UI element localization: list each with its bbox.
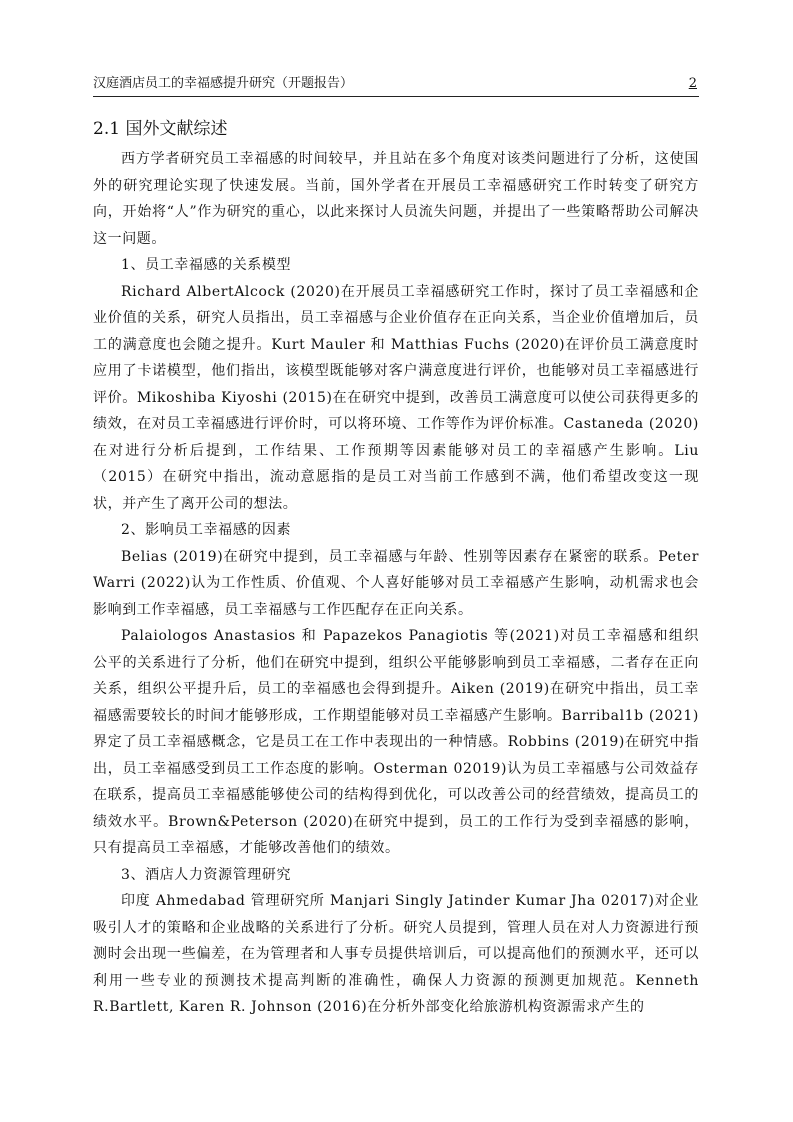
intro-paragraph: 西方学者研究员工幸福感的时间较早，并且站在多个角度对该类问题进行了分析，这使国外的研究理论实现了快速发展。当前，国外学者在开展员工幸福感研究工作时转变了研究方向，开始将“人”作为研究的重心，以此来探讨人员流失问题，并提出了一些策略帮助公司解决这一问题。 [93,151,699,247]
paragraph-factors-1: Belias (2019)在研究中提到，员工幸福感与年龄、性别等因素存在紧密的联系。Peter Warri (2022)认为工作性质、价值观、个人喜好能够对员工幸福感产生影响，动机需求也会影响到工作幸福感，员工幸福感与工作匹配存在正向关系。 [93,548,699,618]
page-number: 2 [688,76,697,91]
paragraph-relationship-model: Richard AlbertAlcock (2020)在开展员工幸福感研究工作时，探讨了员工幸福感和企业价值的关系，研究人员指出，员工幸福感与企业价值存在正向关系，当企业价值增加后，员工的满意度也会随之提升。Kurt Mauler 和 Matthias Fuchs (2020)在评价员工满意度时应用了卡诺模型，他们指出，该模型既能够对客户满意度进行评价，也能够对员工幸福感进行评价。Mikoshiba Kiyoshi (2015)在在研究中提到，改善员工满意度可以使公司获得更多的绩效，在对员工幸福感进行评价时，可以将环境、工作等作为评价标准。Castaneda (2020)在对进行分析后提到，工作结果、工作预期等因素能够对员工的幸福感产生影响。Liu （2015）在研究中指出，流动意愿指的是员工对当前工作感到不满，他们希望改变这一现状，并产生了离开公司的想法。 [93,283,699,512]
page-header [93,74,699,97]
body-text [93,146,699,1021]
section-heading: 2.1 国外文献综述 [93,119,228,139]
paragraph-factors-2: Palaiologos Anastasios 和 Papazekos Panagiotis 等(2021)对员工幸福感和组织公平的关系进行了分析，他们在研究中提到，组织公平能够影响到员工幸福感，二者存在正向关系，组织公平提升后，员工的幸福感也会得到提升。Aiken (2019)在研究中指出，员工幸福感需要较长的时间才能够形成，工作期望能够对员工幸福感产生影响。Barribal1b (2021)界定了员工幸福感概念，它是员工在工作中表现出的一种情感。Robbins (2019)在研究中指出，员工幸福感受到员工工作态度的影响。Osterman 02019)认为员工幸福感与公司效益存在联系，提高员工幸福感能够使公司的结构得到优化，可以改善公司的经营绩效，提高员工的绩效水平。Brown&Peterson (2020)在研究中提到，员工的工作行为受到幸福感的影响，只有提高员工幸福感，才能够改善他们的绩效。 [93,628,699,856]
subheading-relationship-model: 1、员工幸福感的关系模型 [121,257,292,273]
header-title: 汉庭酒店员工的幸福感提升研究（开题报告） [93,76,354,91]
subheading-influencing-factors: 2、影响员工幸福感的因素 [121,522,292,538]
subheading-hotel-hr: 3、酒店人力资源管理研究 [121,866,292,883]
paragraph-hotel-hr: 印度 Ahmedabad 管理研究所 Manjari Singly Jatinder Kumar Jha 02017)对企业吸引人才的策略和企业战略的关系进行了分析。研究人员提到，管理人员在对人力资源进行预测时会出现一些偏差，在为管理者和人事专员提供培训后，可以提高他们的预测水平，还可以利用一些专业的预测技术提高判断的准确性，确保人力资源的预测更加规范。Kenneth R.Bartlett, Karen R. Johnson (2016)在分析外部变化给旅游机构资源需求产生的 [93,893,699,1015]
